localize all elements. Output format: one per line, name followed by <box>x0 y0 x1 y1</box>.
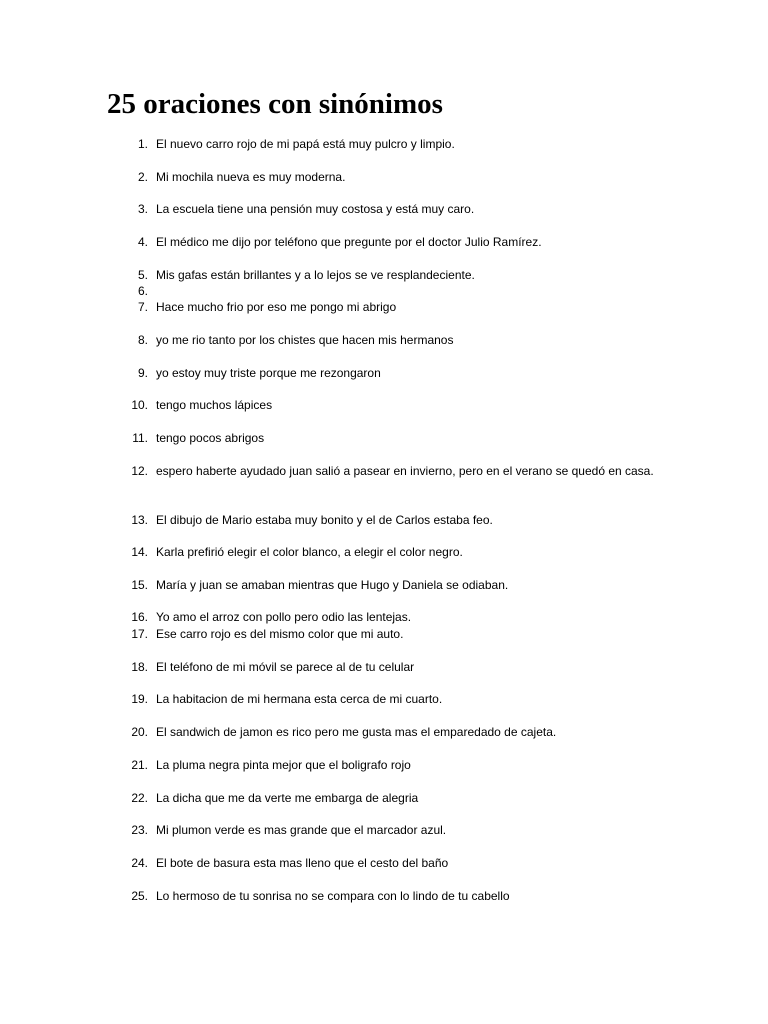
item-text: El sandwich de jamon es rico pero me gusta mas el emparedado de cajeta. <box>156 725 557 739</box>
item-text: La habitacion de mi hermana esta cerca de mi cuarto. <box>156 692 443 706</box>
item-text: La dicha que me da verte me embarga de alegria <box>156 791 419 805</box>
item-number: 21. <box>131 758 148 772</box>
item-text: La pluma negra pinta mejor que el boligrafo rojo <box>156 758 411 772</box>
item-number: 19. <box>131 692 148 706</box>
item-text: El médico me dijo por teléfono que pregunte por el doctor Julio Ramírez. <box>156 235 542 249</box>
item-number: 20. <box>131 725 148 739</box>
item-number: 16. <box>131 610 148 624</box>
item-text: Ese carro rojo es del mismo color que mi auto. <box>156 627 404 641</box>
item-number: 7. <box>137 300 148 314</box>
item-number: 13. <box>131 513 148 527</box>
item-number: 23. <box>131 823 148 837</box>
item-number: 18. <box>131 660 148 674</box>
item-number: 15. <box>131 578 148 592</box>
item-number: 8. <box>137 333 148 347</box>
item-text: Lo hermoso de tu sonrisa no se compara con lo lindo de tu cabello <box>156 889 510 903</box>
item-number: 3. <box>137 202 148 216</box>
item-number: 4. <box>137 235 148 249</box>
item-number: 1. <box>137 137 148 151</box>
item-text: Yo amo el arroz con pollo pero odio las lentejas. <box>156 610 412 624</box>
item-text: Mis gafas están brillantes y a lo lejos se ve resplandeciente. <box>156 268 475 282</box>
item-text: El dibujo de Mario estaba muy bonito y el de Carlos estaba feo. <box>156 513 493 527</box>
item-text: La escuela tiene una pensión muy costosa y está muy caro. <box>156 202 475 216</box>
item-number: 24. <box>131 856 148 870</box>
item-text: tengo pocos abrigos <box>156 431 265 445</box>
page-title: 25 oraciones con sinónimos <box>107 88 443 120</box>
item-number: 10. <box>131 398 148 412</box>
item-text: Mi mochila nueva es muy moderna. <box>156 170 346 184</box>
item-text: El bote de basura esta mas lleno que el cesto del baño <box>156 856 449 870</box>
item-number: 11. <box>132 431 148 445</box>
item-number: 22. <box>131 791 148 805</box>
item-number: 9. <box>137 366 148 380</box>
item-text: yo me rio tanto por los chistes que hacen mis hermanos <box>156 333 454 347</box>
item-number: 17. <box>131 627 148 641</box>
item-number: 14. <box>131 545 148 559</box>
item-number: 2. <box>137 170 148 184</box>
item-text: El teléfono de mi móvil se parece al de tu celular <box>156 660 415 674</box>
item-number: 25. <box>131 889 148 903</box>
item-number: 5. <box>137 268 148 282</box>
item-text: Karla prefirió elegir el color blanco, a elegir el color negro. <box>156 545 463 559</box>
item-number: 6. <box>137 284 148 298</box>
item-text: Hace mucho frio por eso me pongo mi abrigo <box>156 300 397 314</box>
item-number: 12. <box>131 464 148 478</box>
item-text: Mi plumon verde es mas grande que el marcador azul. <box>156 823 447 837</box>
item-text: El nuevo carro rojo de mi papá está muy pulcro y limpio. <box>156 137 455 151</box>
item-text: yo estoy muy triste porque me rezongaron <box>156 366 381 380</box>
item-text: tengo muchos lápices <box>156 398 273 412</box>
item-text: María y juan se amaban mientras que Hugo y Daniela se odiaban. <box>156 578 509 592</box>
item-text: espero haberte ayudado juan salió a pasear en invierno, pero en el verano se quedó en casa. <box>156 464 654 478</box>
